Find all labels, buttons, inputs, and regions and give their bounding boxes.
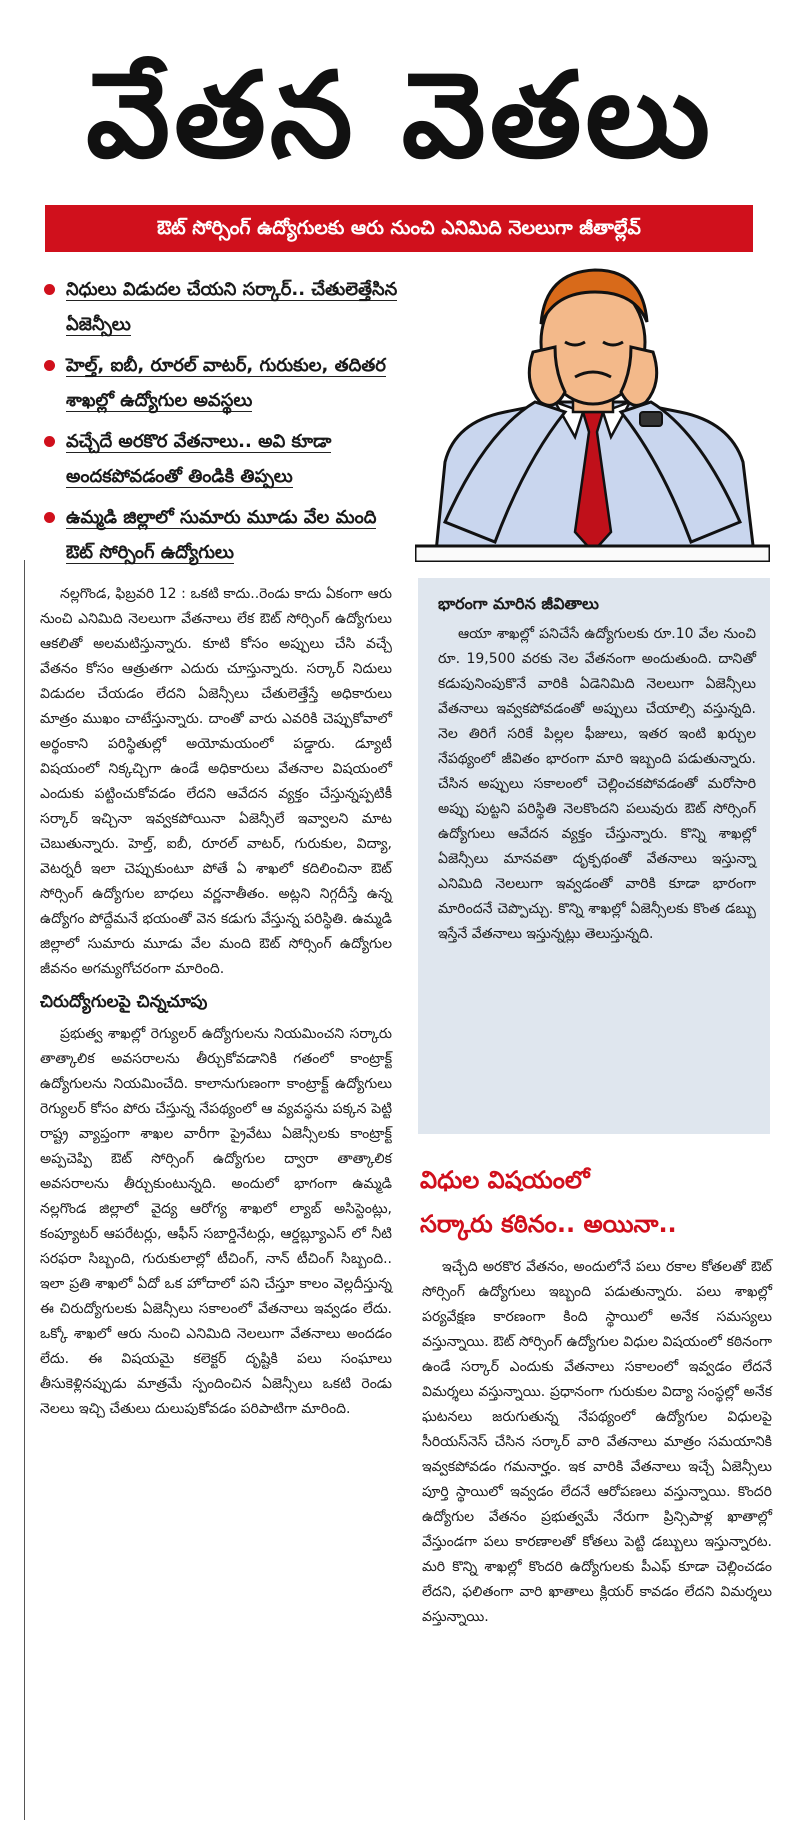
subheadline-banner: ఔట్ సోర్సింగ్ ఉద్యోగులకు ఆరు నుంచి ఎనిమిది నెలలుగా జీతాల్లేవ్ xyxy=(45,205,753,252)
bullet-dot-icon xyxy=(44,436,55,447)
highlights-list xyxy=(40,272,405,576)
secondary-article-column xyxy=(422,1255,772,1630)
stressed-worker-illustration xyxy=(415,262,770,562)
highlight-item xyxy=(40,272,405,342)
pull-quote-line: సర్కారు కఠినం.. అయినా.. xyxy=(420,1210,677,1238)
sidebar-box-text: ఆయా శాఖల్లో పనిచేసే ఉద్యోగులకు రూ.10 వేల నుంచి రూ. 19,500 వరకు నెల వేతనంగా అందుతుంది. దానితో కడుపునింపుకొనే వారికి ఏడెనిమిది నెలలుగా ఏజెన్సీలు వేతనాలు ఇవ్వకపోవడంతో అప్పులు చేయాల్సి వస్తున్నది. నెల తిరిగే సరికే పిల్లల ఫీజులు, ఇతర ఇంటి ఖర్చుల నేపథ్యంలో జీవితం భారంగా మారి ఇబ్బంది పడుతున్నారు. చేసిన అప్పులు సకాలంలో చెల్లించకపోవడంతో మరోసారి అప్పు పుట్టని పరిస్థితి నెలకొందని పలువురు ఔట్ సోర్సింగ్ ఉద్యోగులు ఆవేదన వ్యక్తం చేస్తున్నారు. కొన్ని శాఖల్లో ఏజెన్సీలు మానవతా దృక్పథంతో వేతనాలు ఇస్తున్నా ఎనిమిది నెలలుగా ఇవ్వడంతో వారికి కూడా భారంగా మారిందనే చెప్పొచ్చు. కొన్ని శాఖల్లో ఏజెన్సీలకు కొంత డబ్బు ఇస్తేనే వేతనాలు ఇస్తున్నట్లు తెలుస్తున్నది. xyxy=(438,626,756,942)
section-subheading: చిరుద్యోగులపై చిన్నచూపు xyxy=(40,992,208,1012)
highlight-text: ఉమ్మడి జిల్లాలో సుమారు మూడు వేల మంది ఔట్ సోర్సింగ్ ఉద్యోగులు xyxy=(66,507,377,563)
highlight-item xyxy=(40,348,405,418)
highlight-item xyxy=(40,500,405,570)
headline: వేతన వెతలు xyxy=(86,46,714,184)
sidebar-box-title: భారంగా మారిన జీవితాలు xyxy=(438,594,599,613)
pull-quote-line: విధుల విషయంలో xyxy=(420,1166,590,1194)
article-paragraph: ఇచ్చేది అరకొర వేతనం, అందులోనే పలు రకాల కోతలతో ఔట్ సోర్సింగ్ ఉద్యోగులు ఇబ్బంది పడుతున్నారు. పలు శాఖల్లో పర్యవేక్షణ కారణంగా కింది స్థాయిలో అనేక సమస్యలు వస్తున్నాయి. ఔట్ సోర్సింగ్ ఉద్యోగుల విధుల విషయంలో కఠినంగా ఉండే సర్కార్ ఎందుకు వేతనాలు సకాలంలో ఇవ్వడం లేదనే విమర్శలు వస్తున్నాయి. ప్రధానంగా గురుకుల విద్యా సంస్థల్లో అనేక ఘటనలు జరుగుతున్న నేపథ్యంలో ఉద్యోగుల విధులపై సీరియస్‌నెస్ చేసిన సర్కార్ వారి వేతనాలు మాత్రం సమయానికి ఇవ్వకపోవడం గమనార్హం. ఇక వారికి వేతనాలు ఇచ్చే ఏజెన్సీలు పూర్తి స్థాయిలో ఇవ్వడం లేదనే ఆరోపణలు వస్తున్నాయి. కొందరి ఉద్యోగుల వేతనం ప్రభుత్వమే నేరుగా ప్రిన్సిపాళ్ల ఖాతాల్లో వేస్తుండగా పలు కారణాలతో కోతలు పెట్టి డబ్బులు ఇస్తున్నారట. మరి కొన్ని శాఖల్లో కొందరి ఉద్యోగులకు పీఎఫ్ కూడా చెల్లించడం లేదని, ఫలితంగా వారి ఖాతాలు క్లియర్ కావడం లేదని విమర్శలు వస్తున్నాయి. xyxy=(422,1259,772,1625)
article-paragraph: ప్రభుత్వ శాఖల్లో రెగ్యులర్ ఉద్యోగులను నియమించని సర్కారు తాత్కాలిక అవసరాలను తీర్చుకోవడానికి గతంలో కాంట్రాక్ట్ ఉద్యోగులను నియమించేది. కాలానుగుణంగా కాంట్రాక్ట్ ఉద్యోగులు రెగ్యులర్ కోసం పోరు చేస్తున్న నేపథ్యంలో ఆ వ్యవస్థను పక్కన పెట్టి రాష్ట్ర వ్యాప్తంగా శాఖల వారీగా ప్రైవేటు ఏజెన్సీలకు కాంట్రాక్ట్ అప్పచెప్పి ఔట్ సోర్సింగ్ ఉద్యోగుల ద్వారా తాత్కాలిక అవసరాలను తీర్చుకుంటున్నది. అందులో భాగంగా ఉమ్మడి నల్లగొండ జిల్లాలో వైద్య ఆరోగ్య శాఖలో ల్యాబ్ అసిస్టెంట్లు, కంప్యూటర్ ఆపరేటర్లు, ఆఫీస్ సబార్డినేటర్లు, ఆర్డబ్ల్యూఎస్ లో నీటి సరఫరా సిబ్బంది, గురుకులాల్లో టీచింగ్, నాన్ టీచింగ్ సిబ్బంది.. ఇలా ప్రతి శాఖలో ఏదో ఒక హోదాలో పని చేస్తూ కాలం వెల్లదీస్తున్న ఈ చిరుద్యోగులకు ఏజెన్సీలు సకాలంలో వేతనాలు ఇవ్వడం లేదు. ఒక్కో శాఖలో ఆరు నుంచి ఎనిమిది నెలలుగా వేతనాలు అందడం లేదు. ఈ విషయమై కలెక్టర్ దృష్టికి పలు సంఘాలు తీసుకెళ్లినప్పుడు మాత్రమే స్పందించిన ఏజెన్సీలు ఒకటి రెండు నెలలు ఇచ్చి చేతులు దులుపుకోవడం పరిపాటిగా మారింది. xyxy=(40,1026,392,1417)
highlight-text: హెల్త్, ఐబీ, రూరల్ వాటర్, గురుకుల, తదితర శాఖల్లో ఉద్యోగుల అవస్థలు xyxy=(66,355,386,411)
highlight-item xyxy=(40,424,405,494)
main-article-column xyxy=(40,582,392,1422)
highlight-text: నిధులు విడుదల చేయని సర్కార్.. చేతులెత్తేసిన ఏజెన్సీలు xyxy=(66,279,398,335)
sidebar-box xyxy=(418,578,770,1134)
bullet-dot-icon xyxy=(44,360,55,371)
bullet-dot-icon xyxy=(44,512,55,523)
column-rule xyxy=(24,560,25,1820)
pull-quote xyxy=(420,1158,760,1246)
article-paragraph: నల్లగొండ, ఫిబ్రవరి 12 : ఒకటి కాదు..రెండు కాదు ఏకంగా ఆరు నుంచి ఎనిమిది నెలలుగా వేతనాలు లేక ఔట్ సోర్సింగ్ ఉద్యోగులు ఆకలితో అలమటిస్తున్నారు. కూటి కోసం అప్పులు చేసి వచ్చే వేతనం కోసం ఆత్రుతగా ఎదురు చూస్తున్నారు. సర్కార్ నిదులు విడుదల చేయడం లేదని ఏజెన్సీలు చేతులెత్తేస్తే అధికారులు మాత్రం ముఖం చాటేస్తున్నారు. దాంతో వారు ఎవరికి చెప్పుకోవాలో అర్థంకాని పరిస్థితుల్లో అయోమయంలో పడ్డారు. డ్యూటీ విషయంలో నిక్కచ్చిగా ఉండే అధికారులు వేతనాల విషయంలో ఎందుకు పట్టించుకోవడం లేదని ఆవేదన వ్యక్తం చేస్తున్నప్పటికీ సర్కార్ ఇచ్చినా ఇవ్వకపోయినా ఏజెన్సీలే ఇవ్వాలని మాట చెబుతున్నారు. హెల్త్, ఐబీ, రూరల్ వాటర్, గురుకుల, విద్యా, వెటర్నరీ ఇలా చెప్పుకుంటూ పోతే ఏ శాఖలో కదిలించినా ఔట్ సోర్సింగ్ ఉద్యోగుల బాధలు వర్ణనాతీతం. అట్లని నిగ్గదీస్తే ఉన్న ఉద్యోగం పోద్దేమనే భయంతో వెన కడుగు వేస్తున్న పరిస్థితి. ఉమ్మడి జిల్లాలో సుమారు మూడు వేల మంది ఔట్ సోర్సింగ్ ఉద్యోగుల జీవనం అగమ్యగోచరంగా మారింది. xyxy=(40,586,392,977)
highlight-text: వచ్చేదే అరకొర వేతనాలు.. అవి కూడా అందకపోవడంతో తిండికి తిప్పలు xyxy=(66,431,332,487)
bullet-dot-icon xyxy=(44,284,55,295)
